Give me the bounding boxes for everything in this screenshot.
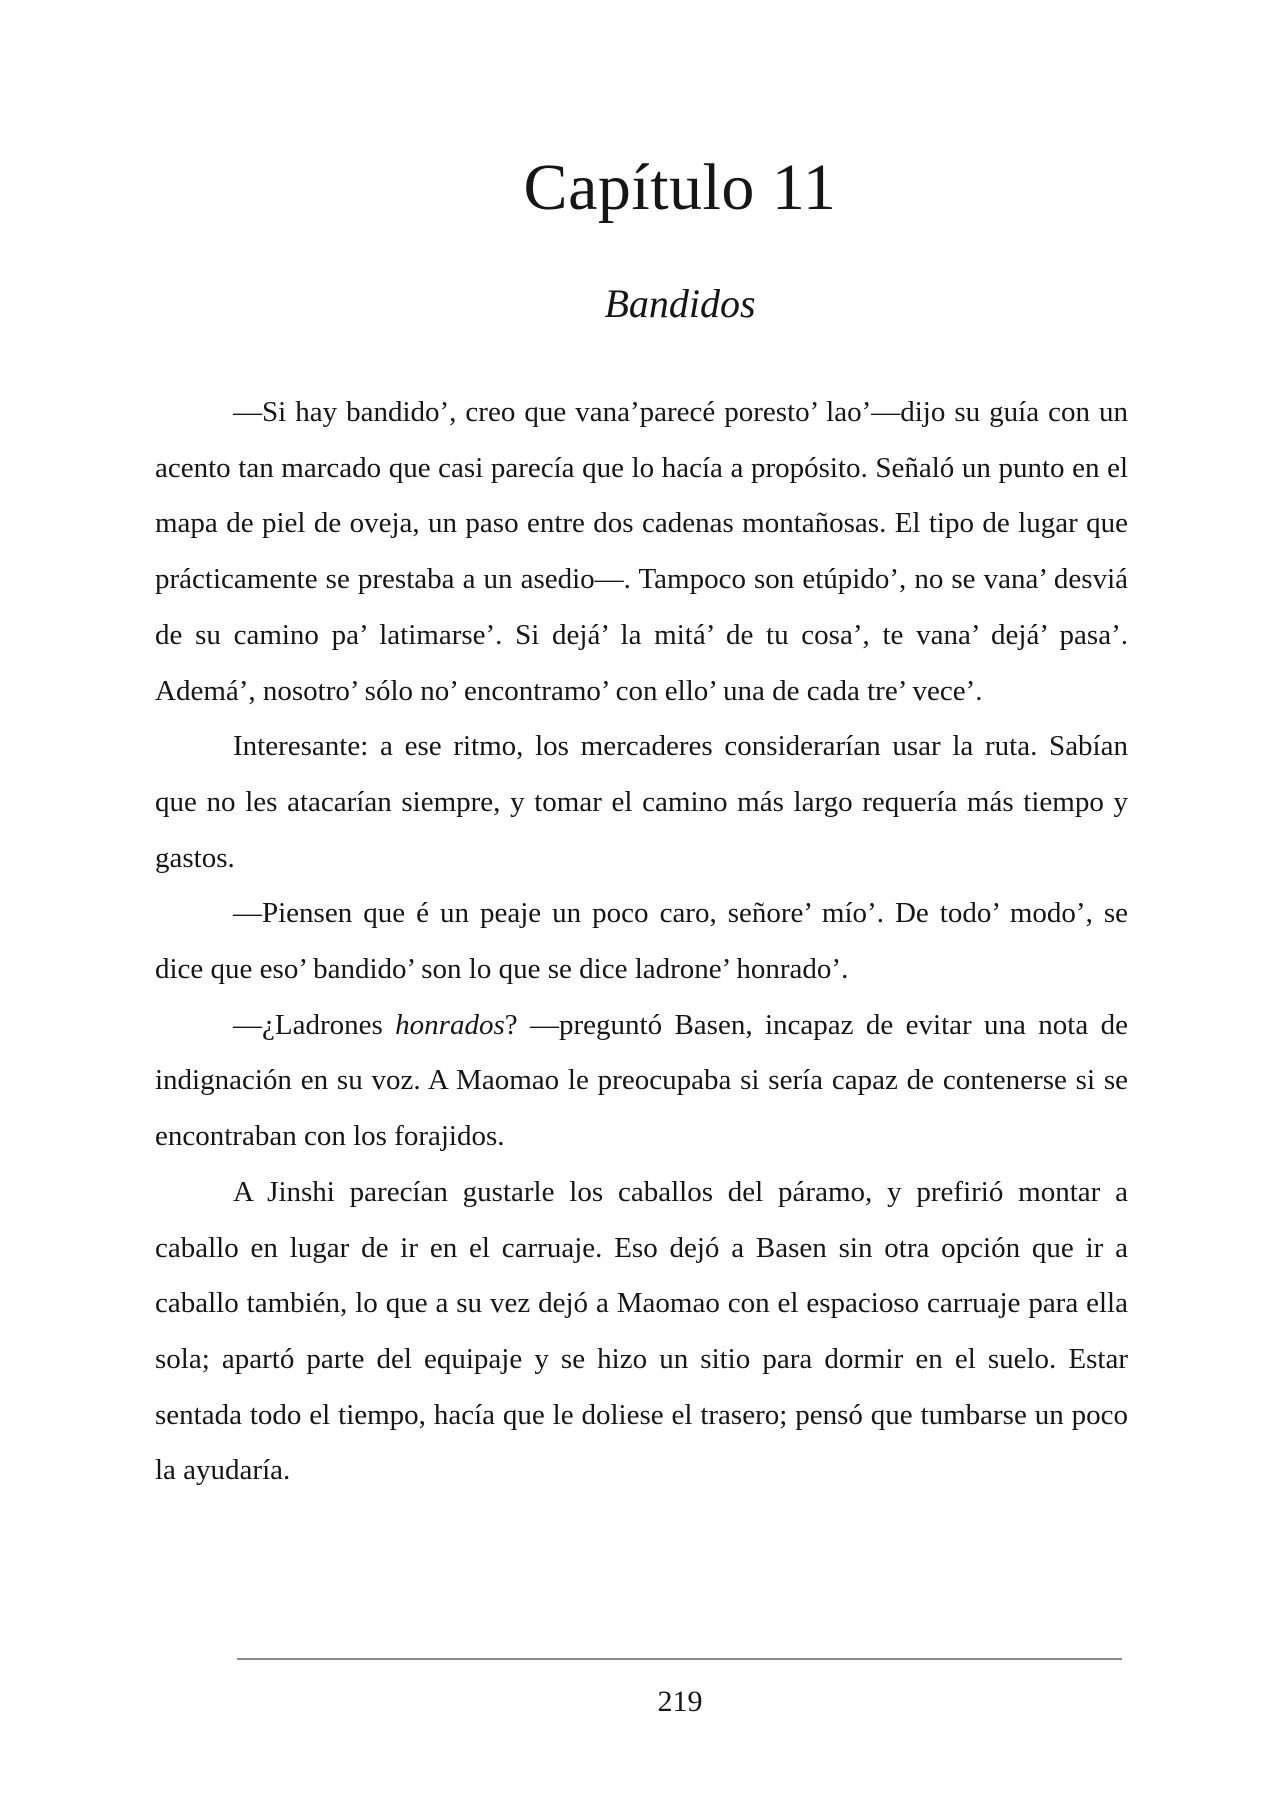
paragraph-text: ? —preguntó Basen, incapaz de evitar una nota de indignación en su voz. A Maomao le preocupaba si sería capaz de contenerse si se encontraban con los forajidos. <box>155 1008 1128 1153</box>
paragraph-text: Interesante: a ese ritmo, los mercaderes considerarían usar la ruta. Sabían que no les atacarían siempre, y tomar el camino más largo requería más tiempo y gastos. <box>155 730 1128 874</box>
paragraph <box>155 886 1128 997</box>
paragraph-text: —Piensen que é un peaje un poco caro, señore’ mío’. De todo’ modo’, se dice que eso’ bandido’ son lo que se dice ladrone’ honrado’. <box>155 897 1128 986</box>
footer-divider <box>237 1658 1122 1660</box>
paragraph <box>155 1165 1128 1499</box>
emphasized-word: honrados <box>395 1008 505 1041</box>
chapter-body <box>155 385 1128 1499</box>
paragraph <box>155 385 1128 719</box>
paragraph-text: —¿Ladrones <box>233 1008 396 1041</box>
paragraph-text: —Si hay bandido’, creo que vana’parecé poresto’ lao’—dijo su guía con un acento tan marcado que casi parecía que lo hacía a propósito. Señaló un punto en el mapa de piel de oveja, un paso entre dos cadenas montañosas. El tipo de lugar que prácticamente se prestaba a un asedio—. Tampoco son etúpido’, no se vana’ desviá de su camino pa’ latimarse’. Si dejá’ la mitá’ de tu cosa’, te vana’ dejá’ pasa’. Ademá’, nosotro’ sólo no’ encontramo’ con ello’ una de cada tre’ vece’. <box>155 396 1128 707</box>
chapter-title: Capítulo 11 <box>523 151 837 224</box>
paragraph-text: A Jinshi parecían gustarle los caballos del páramo, y prefirió montar a caballo en lugar de ir en el carruaje. Eso dejó a Basen sin otra opción que ir a caballo también, lo que a su vez dejó a Maomao con el espacioso carruaje para ella sola; apartó parte del equipaje y se hizo un sitio para dormir en el suelo. Estar sentada todo el tiempo, hacía que le doliese el trasero; pensó que tumbarse un poco la ayudaría. <box>155 1175 1128 1487</box>
paragraph <box>155 998 1128 1165</box>
page-number: 219 <box>657 1685 703 1718</box>
chapter-subtitle: Bandidos <box>604 281 756 326</box>
paragraph <box>155 719 1128 886</box>
